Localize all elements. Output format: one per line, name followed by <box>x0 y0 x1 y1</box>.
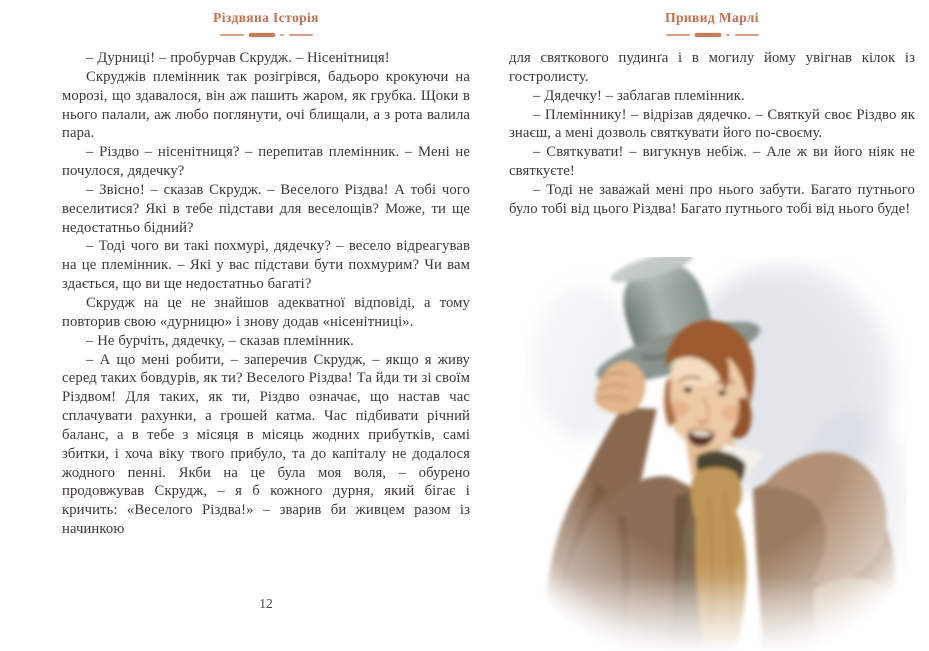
page-number: 12 <box>259 596 273 611</box>
paragraph: – Дурниці! – пробурчав Скрудж. – Нісенітниця! <box>86 50 390 66</box>
running-head-right: Привид Марлі <box>665 10 759 25</box>
body-text-left <box>62 49 470 539</box>
paragraph: – Святкувати! – вигукнув небіж. – Але ж ви його ніяк не святкуєте! <box>509 144 915 180</box>
paragraph: – Різдво – нісенітниця? – перепитав племінник. – Мені не почулося, дядечку? <box>62 144 470 180</box>
header-ornament <box>509 32 915 38</box>
paragraph: – Тоді чого ви такі похмурі, дядечку? – весело відреагував на це племінник. – Які у вас підстави бути похмурим? Чи вам здається, що ви ще недостатньо багаті? <box>62 238 470 293</box>
ornament-center <box>695 33 721 37</box>
paragraph: – Тоді не заважай мені про нього забути. Багато путнього було тобі від цього Різдва! Багато путнього тобі від нього буде! <box>509 181 915 217</box>
paragraph: – А що мені робити, – заперечив Скрудж, – якщо я живу серед таких бовдурів, як ти? Веселого Різдва! Та йди ти зі своїм Різдвом! Для таких, як ти, Різдво означає, що настав час сплачувати рахунки, а грошей катма. Час підбивати річний баланс, а в тебе з місяця в місяць жодних прибутків, самі збитки, і хоча віку твого прибуло, та до капіталу не додалося жодного пенні. Якби на це була моя воля, – обурено продовжував Скрудж, – я б кожного дурня, який бігає і кричить: «Веселого Різдва!» – зварив би живцем разом із начинкою <box>62 351 470 538</box>
ornament-dot <box>280 34 284 36</box>
ornament-dot <box>726 34 730 36</box>
ornament-center <box>249 33 275 37</box>
paragraph: – Дядечку! – заблагав племінник. <box>533 87 745 104</box>
ornament-line <box>735 34 759 36</box>
paragraph: Скрудж на це не знайшов адекватної відповіді, а тому повторив свою «дурницю» і знову додав «нісенітниці». <box>62 294 470 330</box>
header-ornament <box>62 32 470 38</box>
paragraph: Скруджів племінник так розігрівся, бадьоро крокуючи на морозі, що здавалося, він аж пашить жаром, як грубка. Щоки в нього палали, аж любо поглянути, очі блищали, а з рота валила пара. <box>62 68 470 142</box>
ornament-line <box>220 34 244 36</box>
paragraph: – Не бурчіть, дядечку, – сказав племінник. <box>86 332 354 349</box>
ornament-line <box>666 34 690 36</box>
ornament-line <box>289 34 313 36</box>
book-page-left <box>62 10 470 642</box>
body-text-right <box>509 49 915 219</box>
running-head-left: Різдвяна Історія <box>213 10 319 25</box>
paragraph: – Племіннику! – відрізав дядечко. – Святкуй своє Різдво як знаєш, а мені дозволь святкувати його по-своєму. <box>509 106 915 142</box>
paragraph: для святкового пудинґа і в могилу йому увігнав кілок із гостролисту. <box>509 50 915 85</box>
paragraph: – Звісно! – сказав Скрудж. – Веселого Різдва! А тобі чого веселитися? Які в тебе підстави для веселощів? Може, ти ще недостатньо бідний? <box>62 181 470 236</box>
illustration-man-tipping-top-hat <box>525 257 907 651</box>
book-page-right <box>509 10 915 642</box>
bottom-fade <box>525 577 907 651</box>
